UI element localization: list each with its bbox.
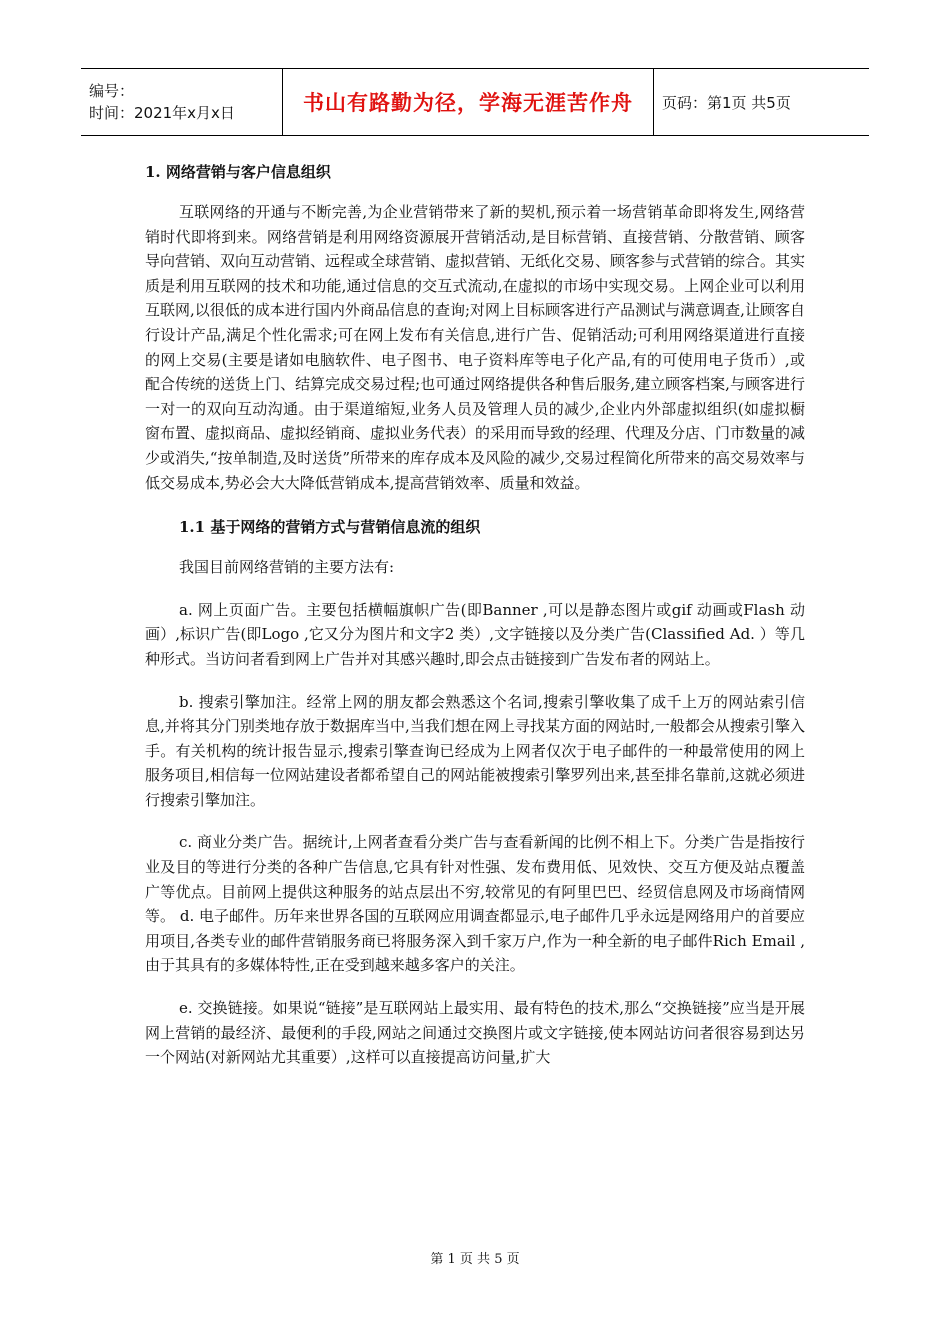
document-body <box>145 158 805 1070</box>
number-label: 编号： <box>89 82 135 100</box>
paragraph-method-e: e. 交换链接。如果说“链接”是互联网站上最实用、最有特色的技术,那么“交换链接”应当是开展网上营销的最经济、最便利的手段,网站之间通过交换图片或文字链接,使本网站访问者很容易到达另一个网站(对新网站尤其重要）,这样可以直接提高访问量,扩大 <box>145 999 805 1067</box>
document-header <box>81 68 869 136</box>
page-label: 页码：第1页 共5页 <box>662 93 791 112</box>
header-page-cell <box>654 69 869 135</box>
header-motto-cell <box>282 69 654 135</box>
header-meta <box>81 69 282 135</box>
paragraph-method-a: a. 网上页面广告。主要包括横幅旗帜广告(即Banner ,可以是静态图片或gif 动画或Flash 动画）,标识广告(即Logo ,它又分为图片和文字2 类）,文字链接以及分类广告(Classified Ad. ）等几种形式。当访问者看到网上广告并对其感兴趣时,即会点击链接到广告发布者的网站上。 <box>145 600 805 668</box>
section-heading: 1. 网络营销与客户信息组织 <box>145 163 331 181</box>
paragraph-method-b: b. 搜索引擎加注。经常上网的朋友都会熟悉这个名词,搜索引擎收集了成千上万的网站索引信息,并将其分门别类地存放于数据库当中,当我们想在网上寻找某方面的网站时,一般都会从搜索引擎入手。有关机构的统计报告显示,搜索引擎查询已经成为上网者仅次于电子邮件的一种最常使用的网上服务项目,相信每一位网站建设者都希望自己的网站能被搜索引擎罗列出来,甚至排名靠前,这就必须进行搜索引擎加注。 <box>145 692 805 809</box>
paragraph-intro: 互联网络的开通与不断完善,为企业营销带来了新的契机,预示着一场营销革命即将发生,网络营销时代即将到来。网络营销是利用网络资源展开营销活动,是目标营销、直接营销、分散营销、顾客导向营销、双向互动营销、远程或全球营销、虚拟营销、无纸化交易、顾客参与式营销的综合。其实质是利用互联网的技术和功能,通过信息的交互式流动,在虚拟的市场中实现交易。上网企业可以利用互联网,以很低的成本进行国内外商品信息的查询;对网上目标顾客进行产品测试与满意调查,让顾客自行设计产品,满足个性化需求;可在网上发布有关信息,进行广告、促销活动;可利用网络渠道进行直接的网上交易(主要是诸如电脑软件、电子图书、电子资料库等电子化产品,有的可使用电子货币）,或配合传统的送货上门、结算完成交易过程;也可通过网络提供各种售后服务,建立顾客档案,与顾客进行一对一的双向互动沟通。由于渠道缩短,业务人员及管理人员的减少,企业内外部虚拟组织(如虚拟橱窗布置、虚拟商品、虚拟经销商、虚拟业务代表）的采用而导致的经理、代理及分店、门市数量的减少或消失,“按单制造,及时送货”所带来的库存成本及风险的减少,交易过程简化所带来的高交易效率与低交易成本,势必会大大降低营销成本,提高营销效率、质量和效益。 <box>145 203 806 492</box>
date-label: 时间：2021年x月x日 <box>89 104 235 122</box>
paragraph-methods-intro: 我国目前网络营销的主要方法有: <box>179 558 395 577</box>
subsection-heading: 1.1 基于网络的营销方式与营销信息流的组织 <box>179 518 481 537</box>
paragraph-method-c-d: c. 商业分类广告。据统计,上网者查看分类广告与查看新闻的比例不相上下。分类广告是指按行业及目的等进行分类的各种广告信息,它具有针对性强、发布费用低、见效快、交互方便及站点覆盖广等优点。目前网上提供这种服务的站点层出不穷,较常见的有阿里巴巴、经贸信息网及市场商情网等。 d. 电子邮件。历年来世界各国的互联网应用调查都显示,电子邮件几乎永远是网络用户的首要应用项目,各类专业的邮件营销服务商已将服务深入到千家万户,作为一种全新的电子邮件Rich Email ,由于其具有的多媒体特性,正在受到越来越多客户的关注。 <box>145 833 805 975</box>
motto-text: 书山有路勤为径，学海无涯苦作舟 <box>303 91 633 115</box>
page-footer: 第 1 页 共 5 页 <box>430 1252 520 1267</box>
